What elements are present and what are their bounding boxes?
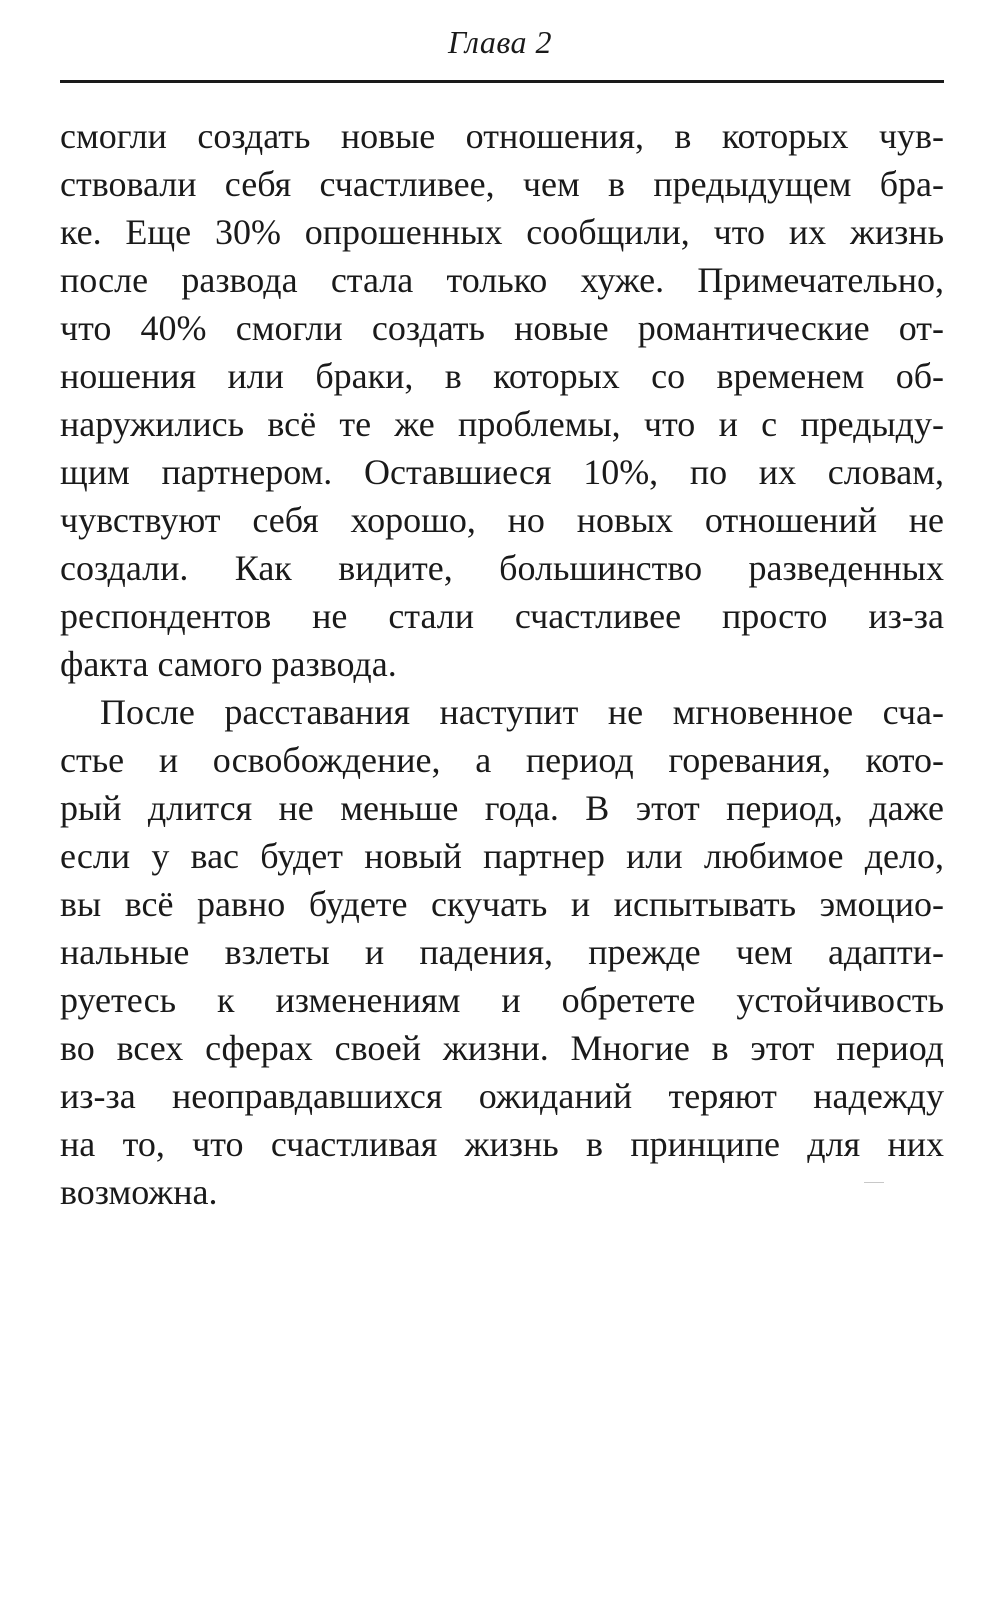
text-line: рый длится не меньше года. В этот период, даже <box>60 788 944 828</box>
text-line: из-за неоправдавшихся ожиданий теряют надежду <box>60 1076 944 1116</box>
text-line: во всех сферах своей жизни. Многие в этот период <box>60 1028 944 1068</box>
text-line: ке. Еще 30% опрошенных сообщили, что их жизнь <box>60 212 944 252</box>
text-line: возможна. <box>60 1172 218 1212</box>
text-line: респондентов не стали счастливее просто из-за <box>60 596 944 636</box>
text-line: вы всё равно будете скучать и испытывать эмоцио- <box>60 884 944 924</box>
text-line: нальные взлеты и падения, прежде чем адапти- <box>60 932 944 972</box>
text-line: факта самого развода. <box>60 644 397 684</box>
text-line: наружились всё те же проблемы, что и с предыду- <box>60 404 944 444</box>
text-line: создали. Как видите, большинство разведенных <box>60 548 944 588</box>
text-line: щим партнером. Оставшиеся 10%, по их словам, <box>60 452 944 492</box>
text-line: смогли создать новые отношения, в которых чув- <box>60 116 944 156</box>
text-line: чувствуют себя хорошо, но новых отношений не <box>60 500 944 540</box>
text-line: руетесь к изменениям и обретете устойчивость <box>60 980 944 1020</box>
text-line: на то, что счастливая жизнь в принципе для них <box>60 1124 944 1164</box>
header-rule <box>60 80 944 83</box>
text-line: ношения или браки, в которых со временем об- <box>60 356 944 396</box>
paragraph-1 <box>60 112 944 688</box>
running-head-title: Глава 2 <box>447 24 552 60</box>
body-text <box>60 112 944 1216</box>
text-line: что 40% смогли создать новые романтические от- <box>60 308 944 348</box>
text-line: ствовали себя счастливее, чем в предыдущем бра- <box>60 164 944 204</box>
paragraph-2 <box>60 688 944 1216</box>
scan-speck <box>864 1182 884 1183</box>
text-line: после развода стала только хуже. Примечательно, <box>60 260 944 300</box>
text-line: стье и освобождение, а период горевания, кото- <box>60 740 944 780</box>
text-line: если у вас будет новый партнер или любимое дело, <box>60 836 944 876</box>
text-line: После расставания наступит не мгновенное сча- <box>100 692 944 732</box>
